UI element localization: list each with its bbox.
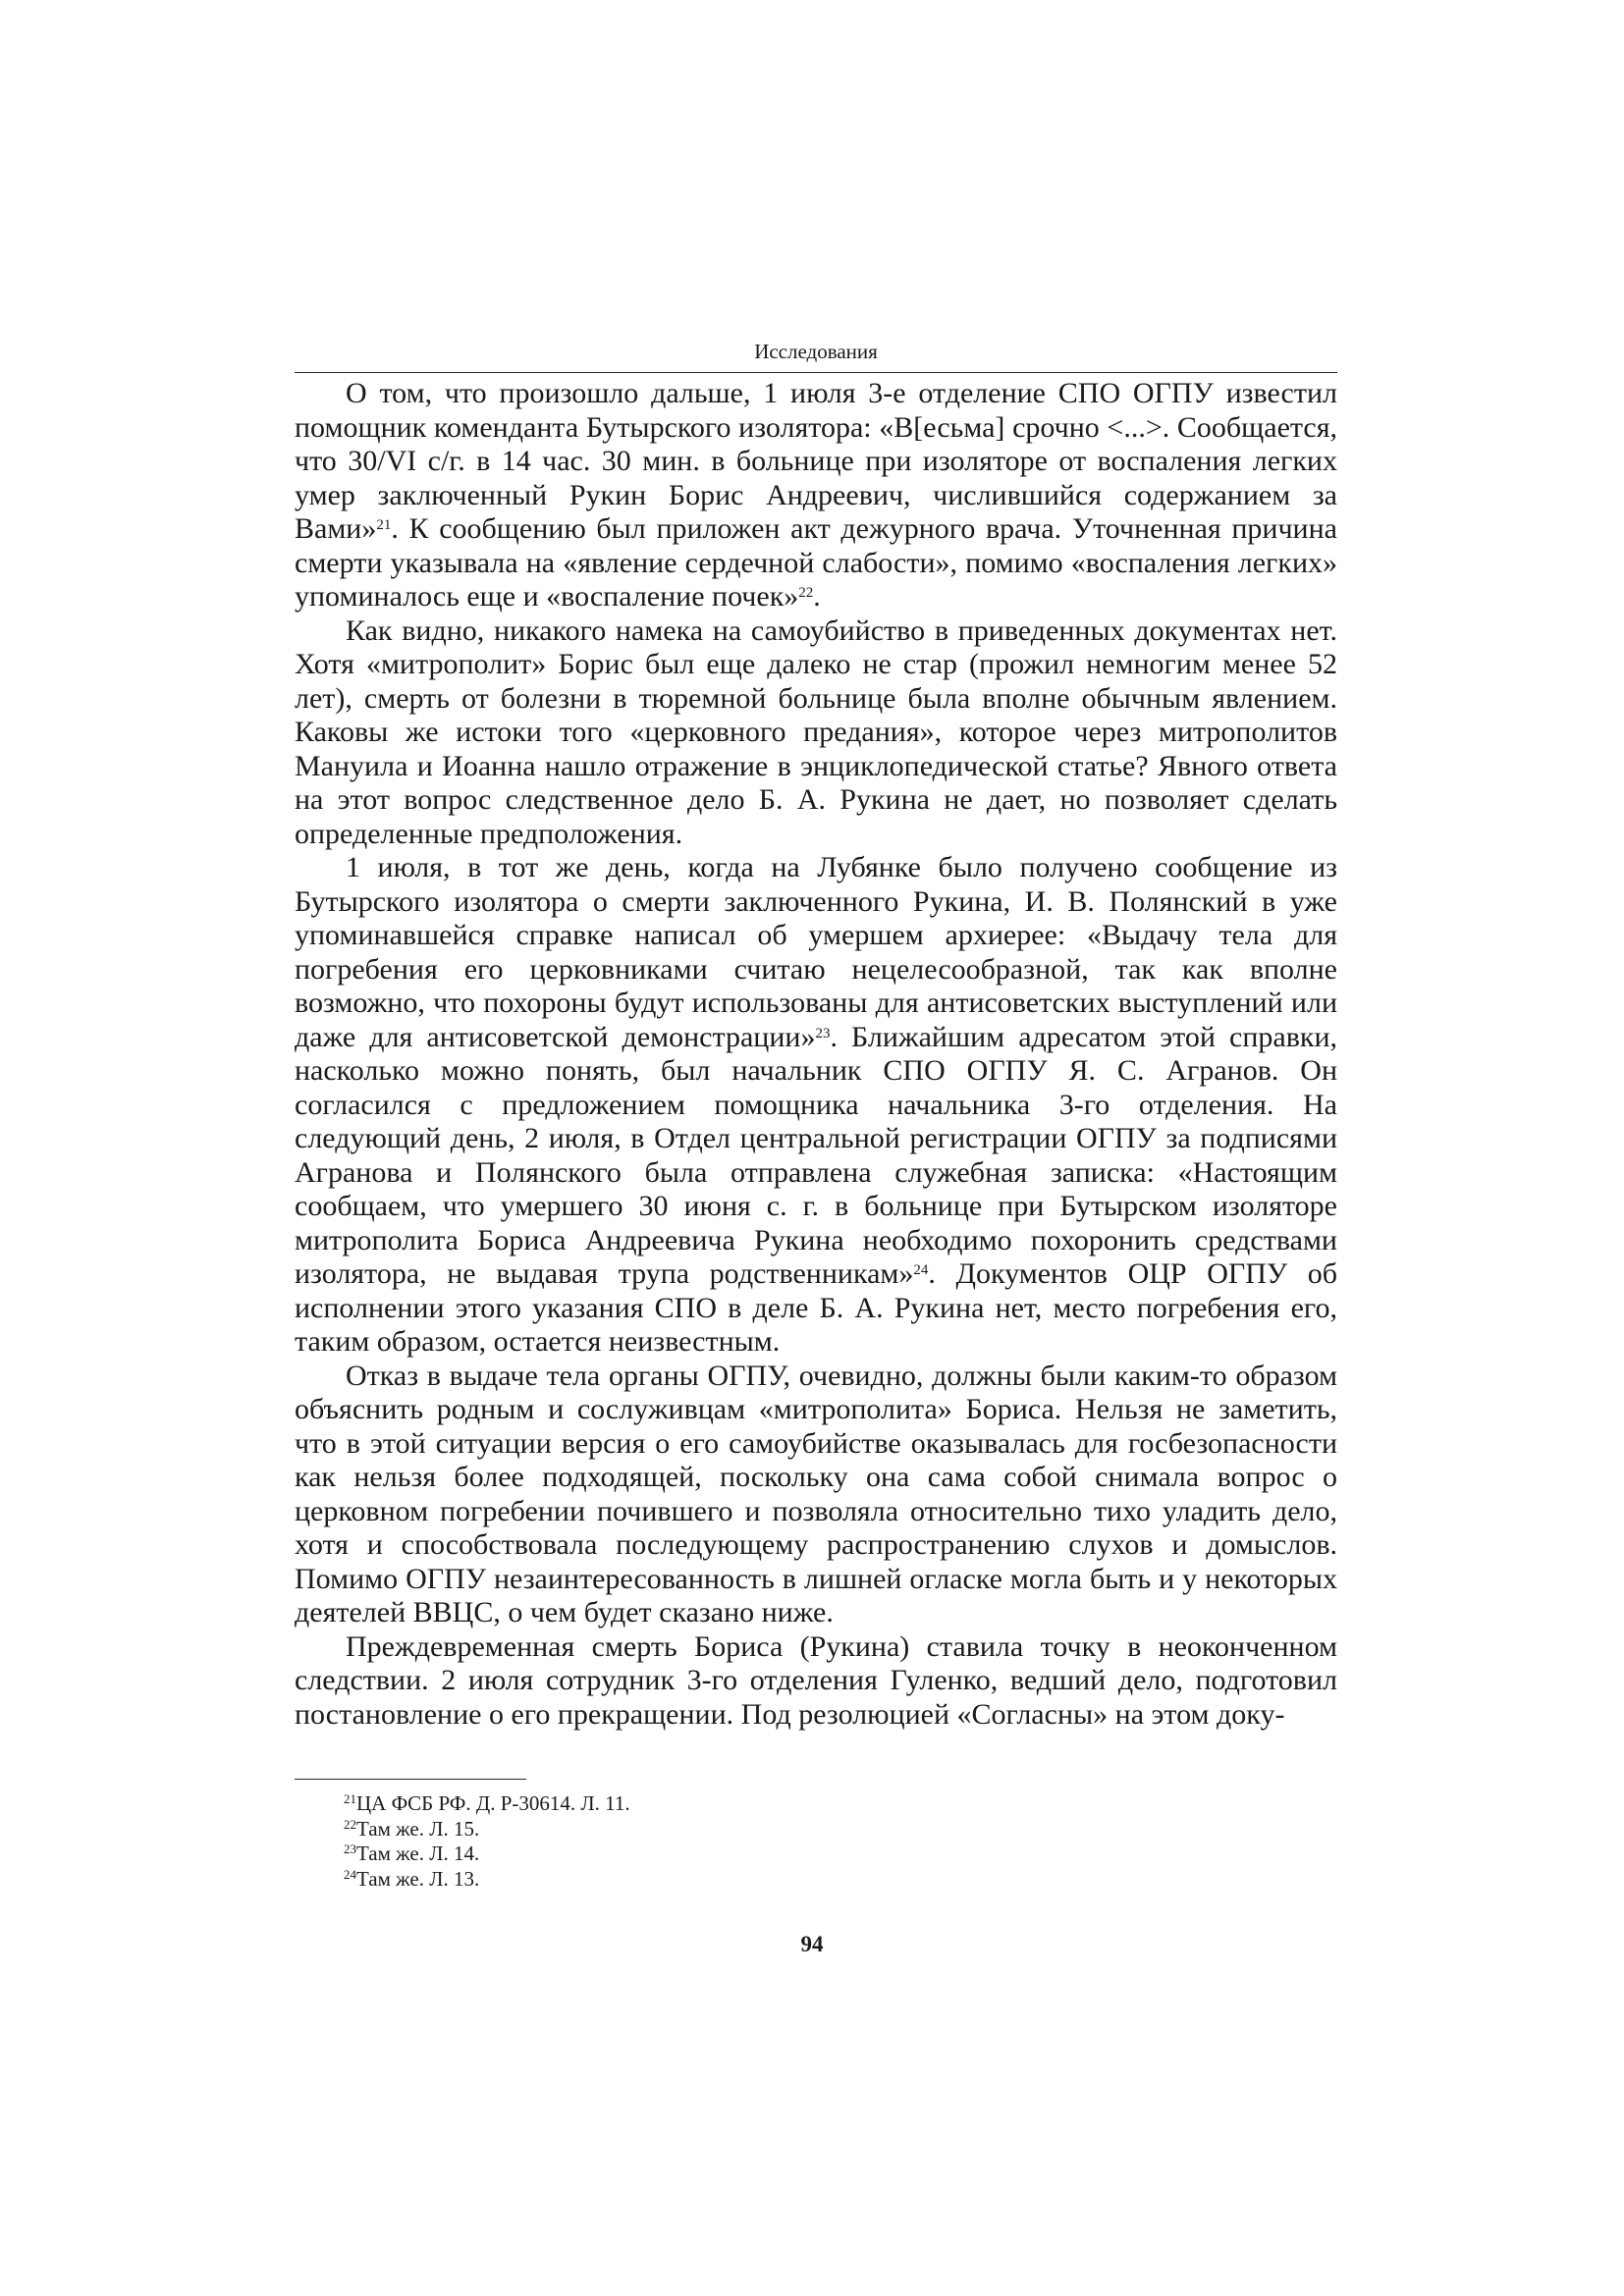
footnotes — [344, 1791, 1326, 1892]
footnote-text: Там же. Л. 15. — [356, 1816, 480, 1841]
paragraph-text: Отказ в выдаче тела органы ОГПУ, очевидно, должны были каким-то образом объяснить родным и сослуживцам «митрополита» Бориса. Нельзя не заметить, что в этой ситуации версия о его самоубийстве оказывалась для госбезопасности как нельзя более подходящей, поскольку она сама собой снимала вопрос о церковном погребении почившего и позволяла относительно тихо уладить дело, хотя и способствовала последующему распространению слухов и домыслов. Помимо ОГПУ незаинтересованность в лишней огласке могла быть и у некоторых деятелей ВВЦС, о чем будет сказано ниже. — [295, 1359, 1337, 1629]
footnote-divider — [295, 1779, 526, 1780]
paragraph — [295, 377, 1337, 614]
footnote-reference: 22 — [798, 585, 814, 601]
footnote — [344, 1791, 1326, 1817]
paragraph-text: Преждевременная смерть Бориса (Рукина) ставила точку в неоконченном следствии. 2 июля сотрудник 3-го отделения Гуленко, ведший дело, подготовил постановление о его прекращении. Под резолюцией «Согласны» на этом доку- — [295, 1629, 1337, 1731]
paragraph — [295, 1630, 1337, 1733]
paragraph-text: . Документов ОЦР ОГПУ об исполнении этого указания СПО в деле Б. А. Рукина нет, место погребения его, таким образом, остается неизвестным. — [295, 1257, 1337, 1358]
page-number: 94 — [800, 1932, 824, 1956]
footnote — [344, 1842, 1326, 1867]
footnote-number: 22 — [344, 1816, 356, 1832]
footnote-text: Там же. Л. 14. — [356, 1842, 480, 1865]
body-text — [295, 377, 1337, 1732]
footnote-number: 24 — [344, 1866, 356, 1882]
paragraph-text: . К сообщению был приложен акт дежурного врача. Уточненная причина смерти указывала на «явление сердечной слабости», помимо «воспаления легких» упоминалось еще и «воспаление почек» — [295, 512, 1337, 613]
footnote-text: Там же. Л. 13. — [356, 1866, 480, 1891]
paragraph-text: Как видно, никакого намека на самоубийство в приведенных документах нет. Хотя «митрополит» Борис был еще далеко не стар (прожил немногим менее 52 лет), смерть от болезни в тюремной больнице была вполне обычным явлением. Каковы же истоки того «церковного предания», которое через митрополитов Мануила и Иоанна нашло отражение в энциклопедической статье? Явного ответа на этот вопрос следственное дело Б. А. Рукина не дает, но позволяет сделать определенные предположения. — [295, 614, 1337, 850]
paragraph — [295, 614, 1337, 852]
footnote-reference: 21 — [376, 517, 392, 533]
footnote — [344, 1867, 1326, 1893]
paragraph-text: . — [813, 580, 821, 613]
paragraph-text: 1 июля, в тот же день, когда на Лубянке было получено сообщение из Бутырского изолятора о смерти заключенного Рукина, И. В. Полянский в уже упоминавшейся справке написал об умершем архиерее: «Выдачу тела для погребения его церковниками считаю нецелесообразной, так как вполне возможно, что похороны будут использованы для антисоветских выступлений или даже для антисоветской демонстрации» — [295, 851, 1337, 1053]
footnote — [344, 1817, 1326, 1842]
paragraph-text: О том, что произошло дальше, 1 июля 3-е отделение СПО ОГПУ известил помощник коменданта Бутырского изолятора: «В[есьма] срочно <...>. Сообщается, что 30/VI с/г. в 14 час. 30 мин. в больнице при изоляторе от воспаления легких умер заключенный Рукин Борис Андреевич, числившийся содержанием за Вами» — [295, 377, 1337, 545]
footnote-reference: 23 — [815, 1025, 831, 1041]
running-head: Исследования — [295, 339, 1337, 373]
footnote-text: ЦА ФСБ РФ. Д. Р-30614. Л. 11. — [356, 1791, 630, 1815]
footnote-reference: 24 — [913, 1262, 929, 1278]
footnote-number: 21 — [344, 1791, 356, 1806]
footnote-number: 23 — [344, 1842, 356, 1856]
page-content — [295, 339, 1337, 1732]
paragraph-text: . Ближайшим адресатом этой справки, насколько можно понять, был начальник СПО ОГПУ Я. С. Агранов. Он согласился с предложением помощника начальника 3-го отделения. На следующий день, 2 июля, в Отдел центральной регистрации ОГПУ за подписями Агранова и Полянского была отправлена служебная записка: «Настоящим сообщаем, что умершего 30 июня с. г. в больнице при Бутырском изоляторе митрополита Бориса Андреевича Рукина необходимо похоронить средствами изолятора, не выдавая трупа родственникам» — [295, 1020, 1337, 1290]
paragraph — [295, 1360, 1337, 1630]
paragraph — [295, 851, 1337, 1360]
